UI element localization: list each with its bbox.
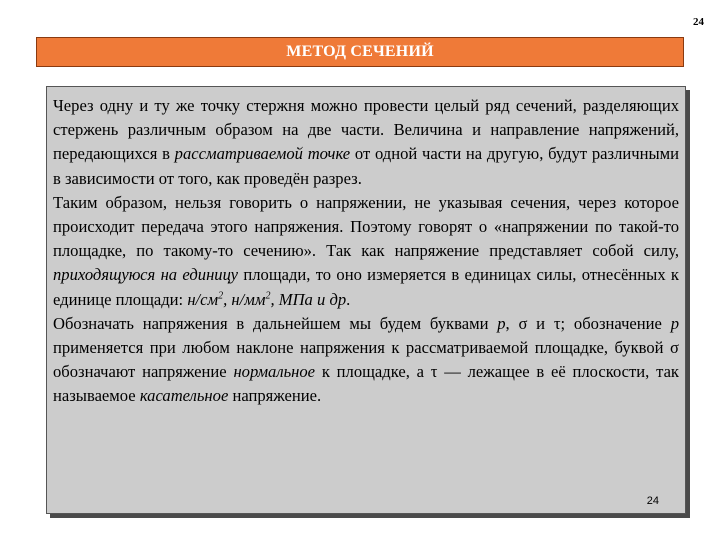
text-run: 2 (218, 290, 224, 302)
text-run: н/мм (231, 289, 266, 309)
text-run: Таким образом, нельзя говорить о напряжении, не указывая сечения, через которое происходит передача этого напряжения. Поэтому говорят о «напряжении по такой-то площадке, по такому-то сечению». Так как напряжение представляет собой силу, (53, 192, 679, 261)
text-run: , (223, 289, 232, 309)
text-run: от одной части на другую, будут различными в зависимости от того, как проведён разрез. (53, 144, 679, 188)
content-box (46, 86, 686, 514)
slide-number: 24 (693, 16, 704, 28)
text-run: приходящуюся на единицу (53, 265, 239, 285)
text-run: , σ и τ; обозначение (505, 313, 671, 333)
text-run: . (346, 289, 351, 309)
text-run: рассматриваемой точке (174, 144, 351, 164)
text-run: применяется при любом наклоне напряжения к рассматриваемой площадке, буквой σ обозначают напряжение (53, 338, 679, 382)
footer-page-number: 24 (646, 495, 659, 507)
text-run: 2 (265, 290, 271, 302)
paragraph-1 (53, 94, 679, 191)
text-run: p (497, 313, 506, 333)
paragraph-3 (53, 312, 679, 409)
text-run: нормальное (233, 362, 316, 382)
slide-title: МЕТОД СЕЧЕНИЙ (286, 43, 434, 60)
text-run: , МПа и др (270, 289, 347, 309)
text-run: Через одну и ту же точку стержня можно провести целый ряд сечений, разделяющих стержень различным образом на две части. Величина и направление напряжений, передающихся в (53, 96, 679, 164)
text-run: площади, то оно измеряется в единицах силы, отнесённых к единице площади: (53, 265, 679, 309)
title-bar (36, 37, 684, 67)
text-run: напряжение. (228, 386, 322, 406)
text-run: касательное (139, 386, 229, 406)
text-run: н/см (187, 289, 219, 309)
text-run: Обозначать напряжения в дальнейшем мы будем буквами (53, 313, 498, 333)
text-run: к площадке, а τ — лежащее в её плоскости, так называемое (53, 362, 679, 406)
text-run: p (670, 313, 679, 333)
content-text (53, 94, 679, 409)
paragraph-2 (53, 191, 679, 312)
